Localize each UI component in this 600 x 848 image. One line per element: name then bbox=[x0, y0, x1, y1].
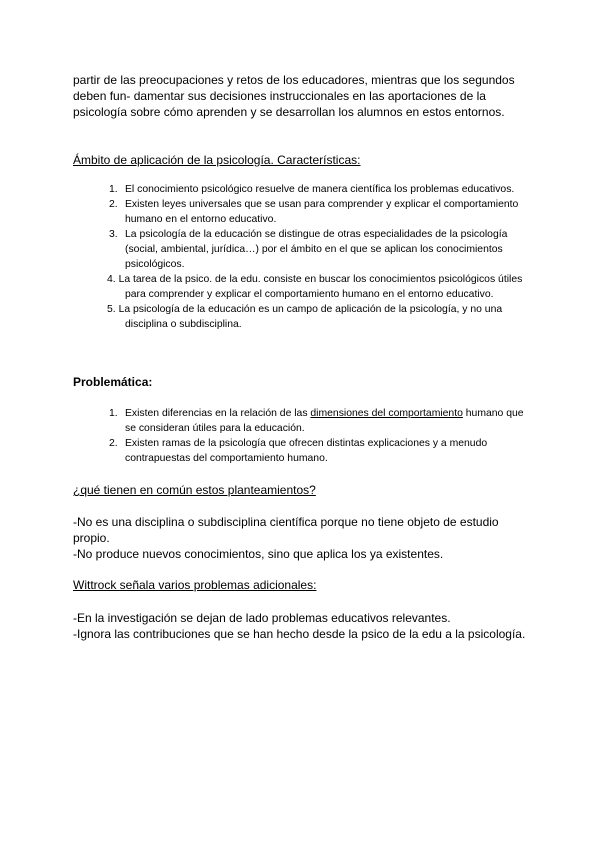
intro-paragraph bbox=[73, 72, 535, 120]
list-item-text: humano que se consideran útiles para la educación. bbox=[125, 408, 524, 434]
list-number: 3. bbox=[109, 229, 118, 240]
wittrock-body bbox=[73, 610, 535, 642]
list-number: 2. bbox=[109, 199, 118, 210]
comun-body bbox=[73, 514, 535, 562]
list-item-text: Existen diferencias en la relación de las bbox=[125, 408, 311, 419]
ambito-heading: Ámbito de aplicación de la psicología. Características: bbox=[73, 153, 361, 167]
list-item bbox=[73, 302, 535, 332]
comun-section bbox=[73, 482, 535, 498]
list-item-text: La psicología de la educación es un campo de aplicación de la psicología, y no una disciplina o subdisciplina. bbox=[118, 304, 503, 330]
list-number: 4. bbox=[107, 274, 116, 285]
comun-line-1: -No es una disciplina o subdisciplina científica porque no tiene objeto de estudio propio. bbox=[73, 515, 499, 545]
list-item bbox=[73, 197, 535, 227]
list-number: 5. bbox=[107, 304, 116, 315]
list-item bbox=[73, 272, 535, 302]
problematica-list bbox=[73, 406, 535, 466]
intro-text: partir de las preocupaciones y retos de los educadores, mientras que los segundos deben fun- damentar sus decisiones instruccionales en las aportaciones de la psicología sobre cómo aprenden y se desarrollan los alumnos en estos entornos. bbox=[73, 73, 515, 119]
list-item-text: El conocimiento psicológico resuelve de manera científica los problemas educativos. bbox=[125, 184, 515, 195]
problematica-section bbox=[73, 374, 535, 390]
problematica-heading: Problemática: bbox=[73, 375, 153, 389]
comun-heading: ¿qué tienen en común estos planteamientos? bbox=[73, 483, 316, 497]
ambito-section bbox=[73, 152, 535, 168]
ambito-list bbox=[73, 182, 535, 332]
list-number: 1. bbox=[109, 184, 118, 195]
list-number: 2. bbox=[109, 438, 118, 449]
wittrock-line-2: -Ignora las contribuciones que se han hecho desde la psico de la edu a la psicología. bbox=[73, 627, 526, 641]
list-item bbox=[73, 406, 535, 436]
comun-line-2: -No produce nuevos conocimientos, sino que aplica los ya existentes. bbox=[73, 547, 444, 561]
list-number: 1. bbox=[109, 408, 118, 419]
wittrock-heading: Wittrock señala varios problemas adicionales: bbox=[73, 578, 317, 592]
list-item-text: Existen leyes universales que se usan para comprender y explicar el comportamiento humano en el entorno educativo. bbox=[125, 199, 519, 225]
list-item bbox=[73, 182, 535, 197]
list-item-text: La tarea de la psico. de la edu. consiste en buscar los conocimientos psicológicos útiles para comprender y explicar el comportamiento humano en el entorno educativo. bbox=[118, 274, 523, 300]
wittrock-section bbox=[73, 577, 535, 593]
list-item bbox=[73, 227, 535, 272]
list-item-text: Existen ramas de la psicología que ofrecen distintas explicaciones y a menudo contrapuestas del comportamiento humano. bbox=[125, 438, 488, 464]
wittrock-line-1: -En la investigación se dejan de lado problemas educativos relevantes. bbox=[73, 611, 451, 625]
dimensiones-link[interactable]: dimensiones del comportamiento bbox=[310, 408, 463, 419]
list-item-text: La psicología de la educación se distingue de otras especialidades de la psicología (social, ambiental, jurídica…) por el ámbito en el que se aplican los conocimientos psicológicos. bbox=[125, 229, 508, 270]
list-item bbox=[73, 436, 535, 466]
